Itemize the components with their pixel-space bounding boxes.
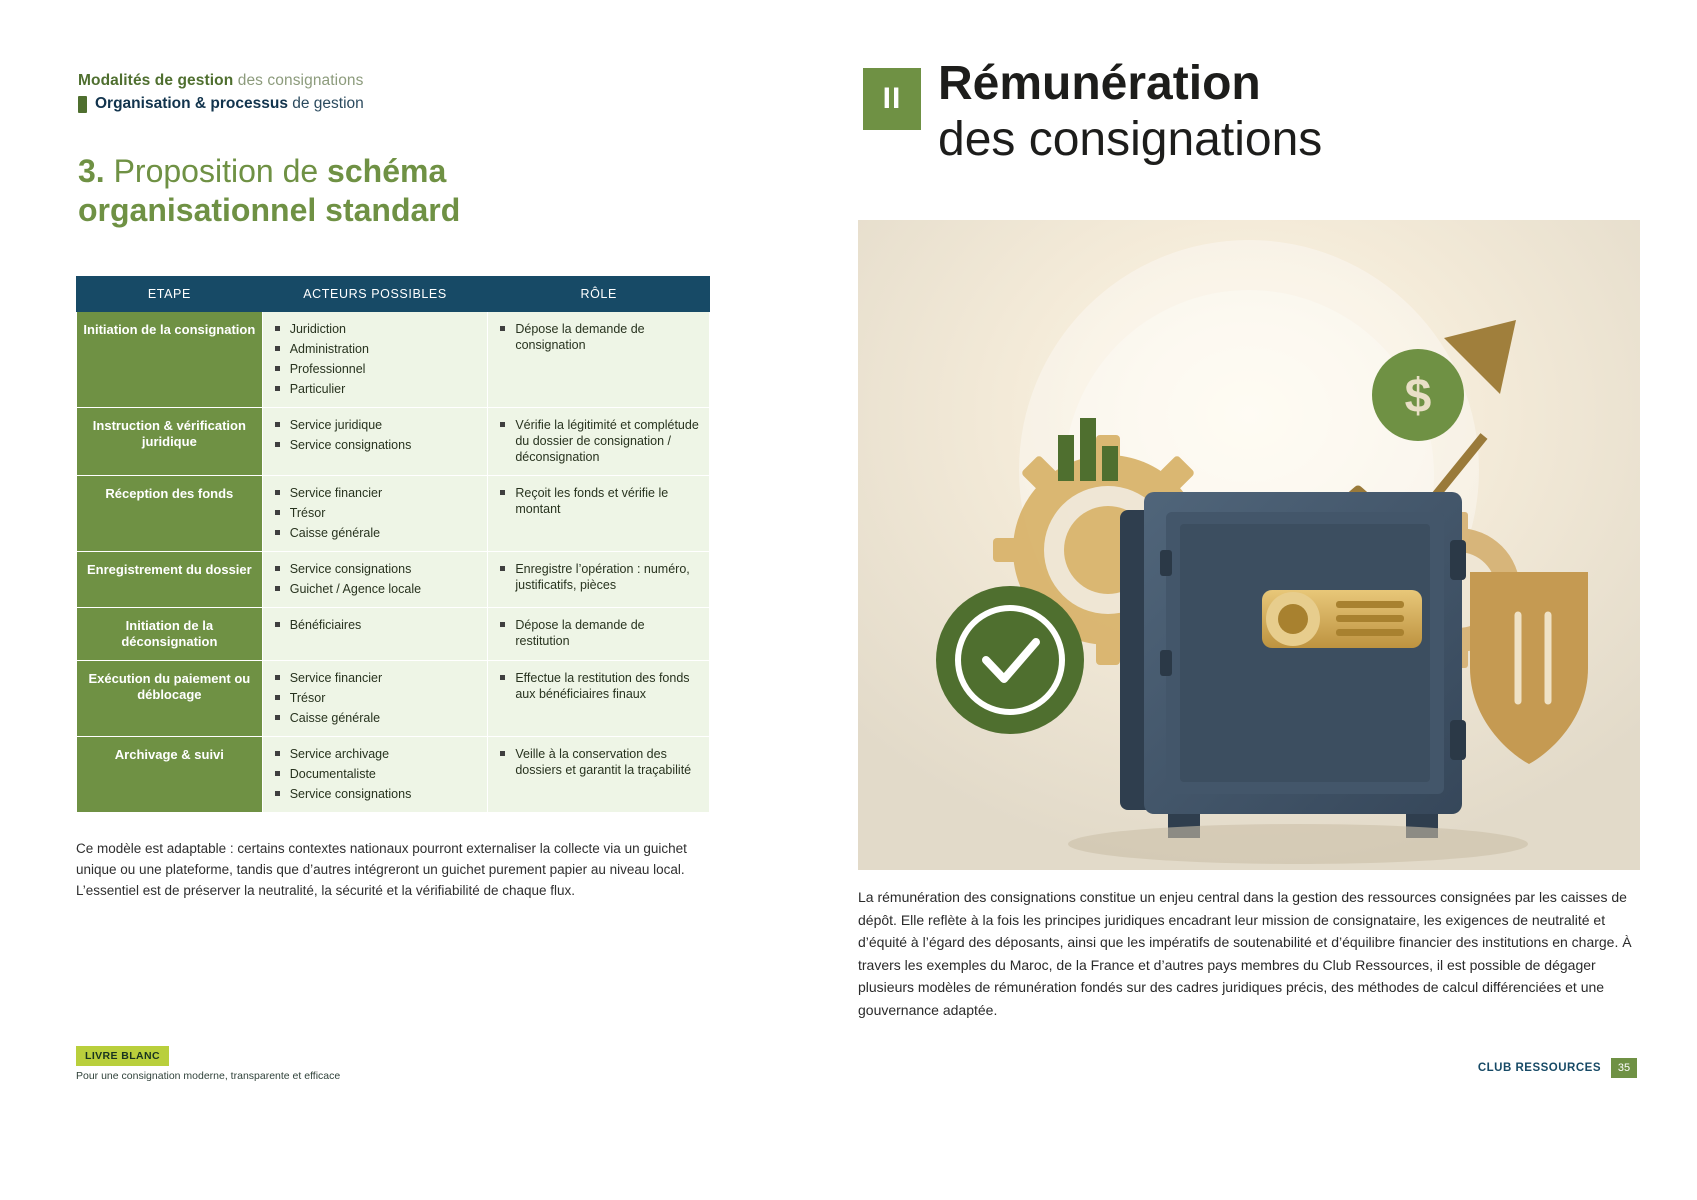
list-item: Veille à la conservation des dossiers et garantit la traçabilité <box>500 746 699 778</box>
list-item: Trésor <box>275 690 478 706</box>
list-item: Particulier <box>275 381 478 397</box>
breadcrumb-section <box>78 95 364 113</box>
table-cell-etape: Exécution du paiement ou déblocage <box>77 661 263 737</box>
page-title-bold-2: organisationnel standard <box>78 192 461 228</box>
list-item: Service consignations <box>275 786 478 802</box>
table-cell-etape: Instruction & vérification juridique <box>77 408 263 476</box>
breadcrumb-muted: des consignations <box>233 72 364 89</box>
list-item: Service financier <box>275 670 478 686</box>
schema-table <box>76 276 710 813</box>
table-cell-role <box>488 661 710 737</box>
column-header-role: RÔLE <box>488 277 710 312</box>
list-item: Reçoit les fonds et vérifie le montant <box>500 485 699 517</box>
page-title-number: 3. <box>78 153 105 189</box>
hero-illustration <box>858 220 1640 870</box>
list-item: Service financier <box>275 485 478 501</box>
table-cell-etape: Réception des fonds <box>77 476 263 552</box>
list-item: Caisse générale <box>275 525 478 541</box>
list-item: Bénéficiaires <box>275 617 478 633</box>
table-row <box>77 737 710 813</box>
table-cell-role <box>488 408 710 476</box>
page-title <box>78 152 778 230</box>
section-title-line1: Rémunération <box>938 57 1261 110</box>
section-paragraph: La rémunération des consignations constitue un enjeu central dans la gestion des ressources consignées par les caisses de dépôt. Elle reflète à la fois les principes juridiques encadrant leur mission de consignataire, les exigences de neutralité et d’équité à l’égard des déposants, ainsi que les impératifs de soutenabilité et d’équilibre financier des institutions en charge. À travers les exemples du Maroc, de la France et d’autres pays membres du Club Ressources, il est possible de dégager plusieurs modèles de rémunération fondés sur des cadres juridiques précis, des méthodes de calcul différenciées et une gouvernance adaptée. <box>858 889 1632 1018</box>
list-item: Enregistre l’opération : numéro, justificatifs, pièces <box>500 561 699 593</box>
table-cell-acteurs <box>262 312 488 408</box>
table-row <box>77 608 710 661</box>
list-item: Service juridique <box>275 417 478 433</box>
list-item: Vérifie la légitimité et complétude du dossier de consignation / déconsignation <box>500 417 699 465</box>
table-row <box>77 661 710 737</box>
safe-illustration-svg <box>858 220 1640 870</box>
list-item: Documentaliste <box>275 766 478 782</box>
list-item: Dépose la demande de consignation <box>500 321 699 353</box>
table-cell-acteurs <box>262 408 488 476</box>
page-title-bold-1: schéma <box>327 153 447 189</box>
footer-subtitle: Pour une consignation moderne, transparente et efficace <box>76 1070 341 1082</box>
table-cell-role <box>488 476 710 552</box>
table-cell-etape: Enregistrement du dossier <box>77 552 263 608</box>
table-row <box>77 312 710 408</box>
list-item: Service archivage <box>275 746 478 762</box>
table-row <box>77 408 710 476</box>
table-cell-etape: Initiation de la consignation <box>77 312 263 408</box>
table-cell-acteurs <box>262 737 488 813</box>
list-item: Professionnel <box>275 361 478 377</box>
table-cell-etape: Archivage & suivi <box>77 737 263 813</box>
breadcrumb-bold: Modalités de gestion <box>78 72 234 89</box>
list-item: Service consignations <box>275 437 478 453</box>
table-cell-acteurs <box>262 476 488 552</box>
footer-club-label: CLUB RESSOURCES <box>1477 1062 1601 1074</box>
page-number-badge: 35 <box>1611 1058 1637 1078</box>
list-item: Dépose la demande de restitution <box>500 617 699 649</box>
page-title-light: Proposition de <box>104 153 328 189</box>
list-item: Effectue la restitution des fonds aux bénéficiaires finaux <box>500 670 699 702</box>
breadcrumb-top <box>78 72 364 90</box>
section-mark-icon <box>78 96 87 113</box>
list-item: Guichet / Agence locale <box>275 581 478 597</box>
footer-badge: LIVRE BLANC <box>76 1046 169 1066</box>
table-cell-role <box>488 608 710 661</box>
list-item: Caisse générale <box>275 710 478 726</box>
list-item: Service consignations <box>275 561 478 577</box>
section-title <box>938 56 1458 168</box>
list-item: Juridiction <box>275 321 478 337</box>
svg-text:$: $ <box>1404 370 1432 423</box>
left-page <box>0 0 848 1200</box>
table-header-row <box>77 277 710 312</box>
table-cell-acteurs <box>262 661 488 737</box>
table-cell-role <box>488 552 710 608</box>
table-cell-acteurs <box>262 608 488 661</box>
column-header-etape: ETAPE <box>77 277 263 312</box>
table-cell-etape: Initiation de la déconsignation <box>77 608 263 661</box>
table-cell-role <box>488 312 710 408</box>
section-number-badge: II <box>863 68 921 130</box>
table-row <box>77 476 710 552</box>
note-paragraph: Ce modèle est adaptable : certains contextes nationaux pourront externaliser la collecte via un guichet unique ou une plateforme, tandis que d’autres intégreront un guichet purement papier au niveau local. L’essentiel est de préserver la neutralité, la sécurité et la vérifiabilité de chaque flux. <box>76 841 687 898</box>
list-item: Trésor <box>275 505 478 521</box>
table-row <box>77 552 710 608</box>
column-header-acteurs: ACTEURS POSSIBLES <box>262 277 488 312</box>
breadcrumb-section-muted: de gestion <box>287 95 364 112</box>
table-cell-role <box>488 737 710 813</box>
breadcrumb-section-bold: Organisation & processus <box>95 95 288 112</box>
table-cell-acteurs <box>262 552 488 608</box>
section-title-line2: des consignations <box>938 113 1323 166</box>
list-item: Administration <box>275 341 478 357</box>
table-body <box>77 312 710 813</box>
